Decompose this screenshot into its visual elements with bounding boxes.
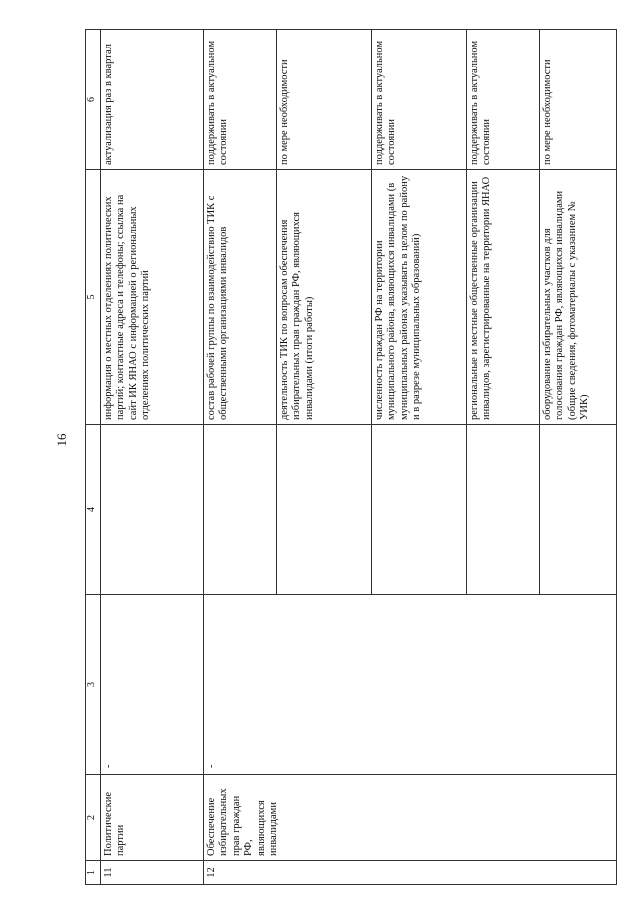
row-number: 12: [204, 861, 617, 885]
frequency-cell: актуализация раз в квартал: [101, 30, 204, 170]
page-number: 16: [54, 433, 69, 447]
content-cell: региональные и местные общественные организации инвалидов, зарегистрированные на территории ЯНАО: [467, 170, 540, 425]
content-cell: информация о местных отделениях политических партий; контактные адреса и телефоны; ссылка на сайт ИК ЯНАО с информацией о региональных отделениях политических партий: [101, 170, 204, 425]
rotated-table-container: [85, 30, 591, 885]
col4-cell: [101, 425, 204, 595]
col4-cell: [467, 425, 540, 595]
frequency-cell: поддерживать в актуальном состоянии: [467, 30, 540, 170]
col3-cell: -: [204, 595, 617, 775]
header-cell: 6: [86, 30, 101, 170]
header-cell: 1: [86, 861, 101, 885]
col4-cell: [372, 425, 467, 595]
table-row: [204, 30, 277, 885]
content-cell: деятельность ТИК по вопросам обеспечения избирательных прав граждан РФ, являющихся инвалидами (итоги работы): [277, 170, 372, 425]
header-row: [86, 30, 101, 885]
content-cell: оборудование избирательных участков для голосования граждан РФ, являющихся инвалидами (общие сведения, фотоматериалы с указанием № УИК): [540, 170, 617, 425]
content-cell: численность граждан РФ на территории муниципального района, являющихся инвалидами (в муниципальных районах указывать в целом по району и в разрезе муниципальных образований): [372, 170, 467, 425]
header-cell: 4: [86, 425, 101, 595]
content-cell: состав рабочей группы по взаимодействию ТИК с общественными организациями инвалидов: [204, 170, 277, 425]
header-cell: 3: [86, 595, 101, 775]
section-name: Обеспечение избирательных прав граждан РФ, являющихся инвалидами: [204, 775, 617, 861]
col4-cell: [540, 425, 617, 595]
frequency-cell: поддерживать в актуальном состоянии: [372, 30, 467, 170]
header-cell: 5: [86, 170, 101, 425]
frequency-cell: по мере необходимости: [277, 30, 372, 170]
col4-cell: [204, 425, 277, 595]
col3-cell: -: [101, 595, 204, 775]
table-row: [101, 30, 204, 885]
section-name: Политические партии: [101, 775, 204, 861]
header-cell: 2: [86, 775, 101, 861]
row-number: 11: [101, 861, 204, 885]
col4-cell: [277, 425, 372, 595]
frequency-cell: поддерживать в актуальном состоянии: [204, 30, 277, 170]
info-table: [85, 29, 617, 885]
frequency-cell: по мере необходимости: [540, 30, 617, 170]
